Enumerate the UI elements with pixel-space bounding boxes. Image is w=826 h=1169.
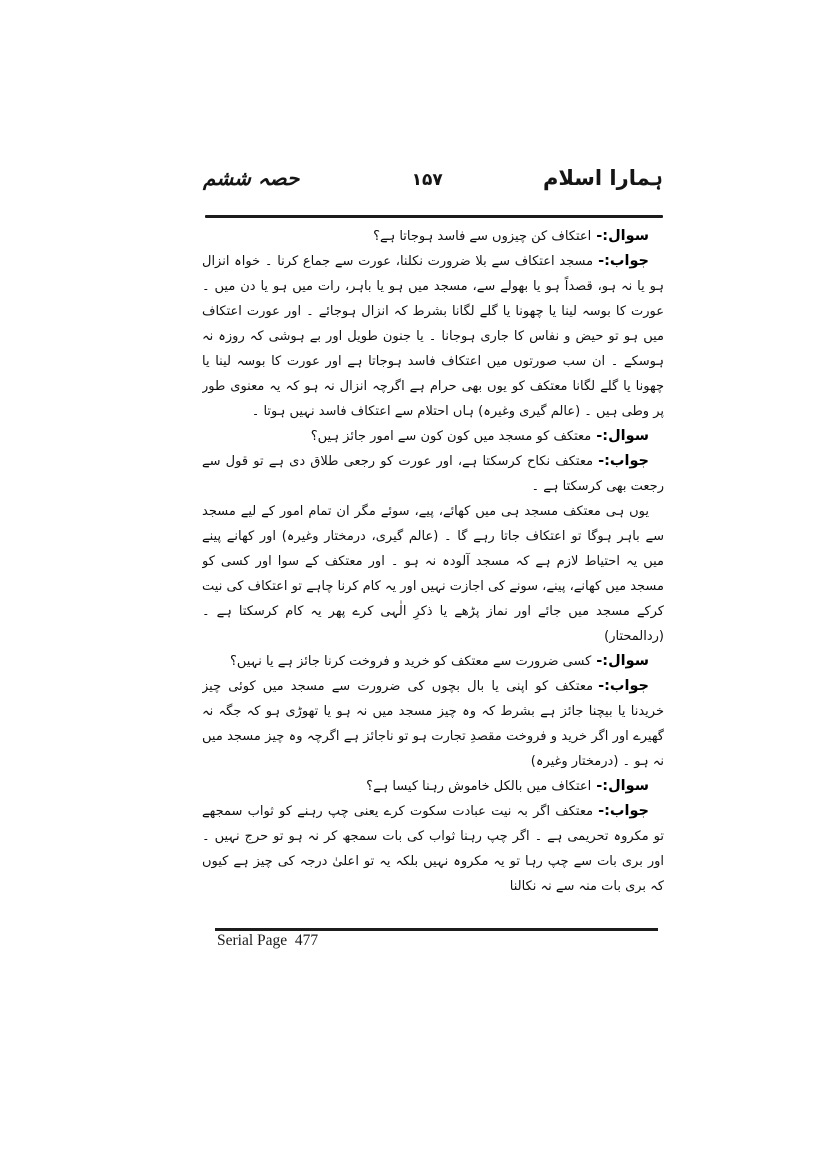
footer-rule (215, 928, 658, 931)
answer-label: جواب:- (598, 453, 649, 469)
question-text: اعتکاف میں بالکل خاموش رہنا کیسا ہے؟ (366, 779, 592, 794)
page-header (203, 166, 663, 190)
answer-4 (202, 799, 664, 899)
answer-text: معتکف کو اپنی یا بال بچوں کی ضرورت سے مسجد میں کوئی چیز خریدنا یا بیچنا جائز ہے بشرط کہ وہ چیز مسجد میں نہ ہو یا تھوڑی ہو کہ جگہ نہ گھیرے اور اگر خرید و فروخت مقصدِ تجارت ہو تو ناجائز ہے اگرچہ وہ چیز مسجد میں نہ ہو ۔ (درمختار وغیرہ) (202, 679, 664, 769)
answer-label: جواب:- (598, 253, 649, 269)
answer-text: مسجد اعتکاف سے بلا ضرورت نکلنا، عورت سے جماع کرنا ۔ خواہ انزال ہو یا نہ ہو، قصداً ہو یا بھولے سے، مسجد میں ہو یا باہر، رات میں ہو یا دن میں ۔ عورت کا بوسہ لینا یا چھونا یا گلے لگانا بشرط کہ انزال ہوجائے ۔ اور عورت اعتکاف میں ہو تو حیض و نفاس کا جاری ہوجانا ۔ یا جنون طویل اور بے ہوشی کہ روزہ نہ ہوسکے ۔ ان سب صورتوں میں اعتکاف فاسد ہوجاتا ہے اور عورت کا بوسہ لینا یا چھونا یا گلے لگانا معتکف کو یوں بھی حرام ہے اگرچہ انزال نہ ہو کہ یہ معنوی طور پر وطی ہیں ۔ (عالم گیری وغیرہ) ہاں احتلام سے اعتکاف فاسد نہیں ہوتا ۔ (202, 254, 664, 419)
question-label: سوال:- (596, 428, 649, 444)
question-label: سوال:- (596, 228, 649, 244)
answer-2-continued (202, 499, 664, 649)
page-body (202, 224, 664, 926)
question-label: سوال:- (596, 653, 649, 669)
answer-1 (202, 249, 664, 424)
book-title: ہمارا اسلام (542, 166, 663, 190)
question-text: معتکف کو مسجد میں کون کون سے امور جائز ہیں؟ (310, 429, 592, 444)
answer-3 (202, 674, 664, 774)
question-2 (202, 424, 664, 449)
question-text: اعتکاف کن چیزوں سے فاسد ہوجاتا ہے؟ (373, 229, 592, 244)
header-rule (205, 215, 663, 218)
question-4 (202, 774, 664, 799)
answer-2 (202, 449, 664, 499)
serial-page-label: Serial Page 477 (217, 932, 319, 949)
question-3 (202, 649, 664, 674)
answer-label: جواب:- (598, 678, 649, 694)
question-1 (202, 224, 664, 249)
answer-text: یوں ہی معتکف مسجد ہی میں کھائے، پیے، سوئے مگر ان تمام امور کے لیے مسجد سے باہر ہوگا تو اعتکاف جاتا رہے گا ۔ (عالم گیری، درمختار وغیرہ) اور کھانے پینے میں یہ احتیاط لازم ہے کہ مسجد آلودہ نہ ہو ۔ اور معتکف کے سوا اور کسی کو مسجد میں کھانے، پینے، سونے کی اجازت نہیں اور یہ کام کرنا چاہے تو اعتکاف کی نیت کرکے مسجد میں جائے اور نماز پڑھے یا ذکرِ الٰہی کرے پھر یہ کام کرسکتا ہے ۔ (ردالمحتار) (202, 504, 664, 644)
page-number: ۱۵۷ (411, 170, 443, 190)
part-title: حصہ ششم (203, 166, 300, 190)
question-text: کسی ضرورت سے معتکف کو خرید و فروخت کرنا جائز ہے یا نہیں؟ (229, 654, 592, 669)
answer-label: جواب:- (598, 803, 649, 819)
answer-text: معتکف نکاح کرسکتا ہے، اور عورت کو رجعی طلاق دی ہے تو قول سے رجعت بھی کرسکتا ہے ۔ (202, 454, 664, 494)
answer-text: معتکف اگر بہ نیت عبادت سکوت کرے یعنی چپ رہنے کو ثواب سمجھے تو مکروہ تحریمی ہے ۔ اگر چپ رہنا ثواب کی بات سمجھ کر نہ ہو تو حرج نہیں ۔ اور بری بات سے چپ رہا تو یہ مکروہ نہیں بلکہ یہ تو اعلیٰ درجہ کی چیز ہے کیوں کہ بری بات منہ سے نہ نکالنا (202, 804, 664, 894)
question-label: سوال:- (596, 778, 649, 794)
